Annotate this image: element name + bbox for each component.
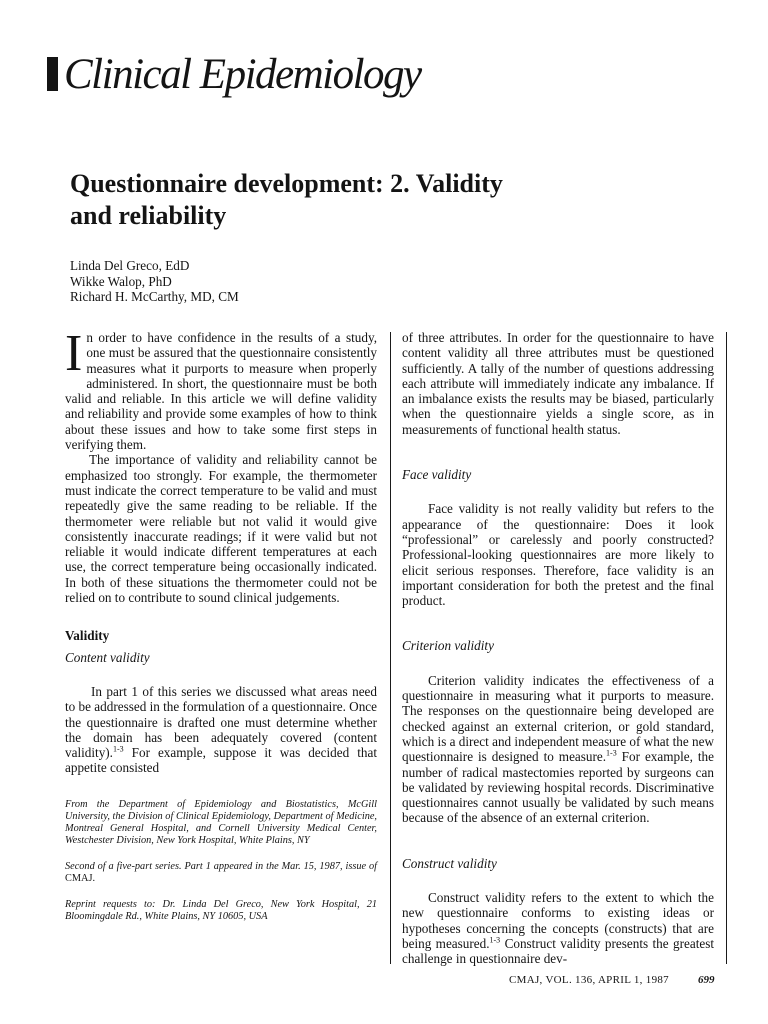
footnote-series [65,861,377,885]
content-validity-text: In part 1 of this series we discussed what areas need to be addressed in the formulation of a questionnaire. Once the questionnaire is drafted one must determine whether the domain has been adequately covered (content validity). [65,683,378,761]
subheading-content-validity: Content validity [65,649,150,665]
article-title-line1: Questionnaire development: 2. Validity [70,169,503,198]
footnote-series-journal: CMAJ [65,872,93,884]
content-validity-paragraph [65,684,377,776]
content-validity-tail: For example, suppose it was decided that appetite consisted [65,745,377,776]
article-title [70,168,670,232]
journal-citation: CMAJ, VOL. 136, APRIL 1, 1987 [509,974,669,986]
intro-paragraph-2: The importance of validity and reliability cannot be emphasized too strongly. For example, the thermometer must indicate the correct temperature to be valid and must repeatedly give the same reading to be reliable. If the thermometer were reliable but not valid it would give consistently inaccurate readings; if it were valid but not reliable it would indicate different temperatures at each use, the correct temperature being occasionally indicated. In both of these situations the thermometer could not be relied on to contribute to sound clinical judgements. [65,452,377,606]
author: Linda Del Greco, EdD [70,258,190,273]
left-column [65,325,378,937]
header-bar-mark [47,57,58,91]
construct-validity-tail: Construct validity presents the greatest challenge in questionnaire dev- [402,935,715,967]
column-divider-right [726,332,727,964]
footnote-affiliation: From the Department of Epidemiology and Biostatistics, McGill University, the Division of Clinical Epidemiology, Department of Medicine, Montreal General Hospital, and Cornell University Medical Center, Westchester Division, New York Hospital, White Plains, NY [65,798,377,846]
subheading-construct-validity: Construct validity [402,855,497,871]
criterion-validity-paragraph [402,673,714,826]
right-column [402,330,714,967]
reference-superscript: 1-3 [489,935,501,945]
author: Wikke Walop, PhD [70,273,172,289]
section-heading-validity: Validity [65,628,110,644]
footnotes [65,799,377,923]
intro-paragraph-1 [65,325,377,453]
footnote-series-text: Second of a five-part series. Part 1 appeared in the Mar. 15, 1987, issue of [65,860,377,872]
construct-validity-text: Construct validity refers to the extent to which the new questionnaire conforms to existing ideas or hypotheses concerning the concepts (constructs) that are being measured. [402,890,714,951]
column-divider-left [390,332,391,964]
author-list [70,258,239,305]
construct-validity-paragraph [402,890,714,966]
reference-superscript: 1-3 [112,744,124,754]
reference-superscript: 1-3 [606,748,617,758]
subheading-face-validity: Face validity [402,467,472,483]
journal-header [47,44,421,104]
journal-name: Clinical Epidemiology [64,50,421,98]
content-validity-continuation: of three attributes. In order for the questionnaire to have content validity all three attributes must be questioned sufficiently. A tally of the number of questions addressing each attribute will immediately indicate any imbalance. If an imbalance exists the results may be biased, particularly when the questionnaire yields a single score, as in measurements of functional health status. [402,330,714,437]
author: Richard H. McCarthy, MD, CM [70,289,239,304]
criterion-validity-text: Criterion validity indicates the effectiveness of a questionnaire in measuring what it purports to measure. The responses on the questionnaire being developed are checked against an external criterion, or gold standard, which is a direct and independent measure of what the new questionnaire is designed to measure. [402,672,714,765]
intro-paragraph-1-text: n order to have confidence in the results of a study, one must be assured that the questionnaire consistently measures what it purports to measure when properly administered. In short, the questionnaire must be both valid and reliable. In this article we will define validity and reliability and provide some examples of how to think about these issues and how to take some first steps in verifying them. [65,330,377,453]
page-number: 699 [698,974,715,986]
article-title-line2: and reliability [70,201,227,230]
drop-cap: I [65,325,83,382]
footnote-series-end: . [92,872,96,884]
criterion-validity-tail: For example, the number of radical mastectomies reported by surgeons can be validated by reviewing hospital records. Discriminative questionnaires cannot usually be validated by such means because of the absence of an external criterion. [402,749,714,826]
face-validity-paragraph: Face validity is not really validity but refers to the appearance of the questionnaire: Does it look “professional” or carelessly and poorly constructed? Professional-looking questionnaires are more likely to elicit serious responses. Therefore, face validity is an important consideration for both the pretest and the final product. [402,501,714,609]
footnote-reprint: Reprint requests to: Dr. Linda Del Greco, New York Hospital, 21 Bloomingdale Rd., White Plains, NY 10605, USA [65,898,377,922]
subheading-criterion-validity: Criterion validity [402,638,494,654]
